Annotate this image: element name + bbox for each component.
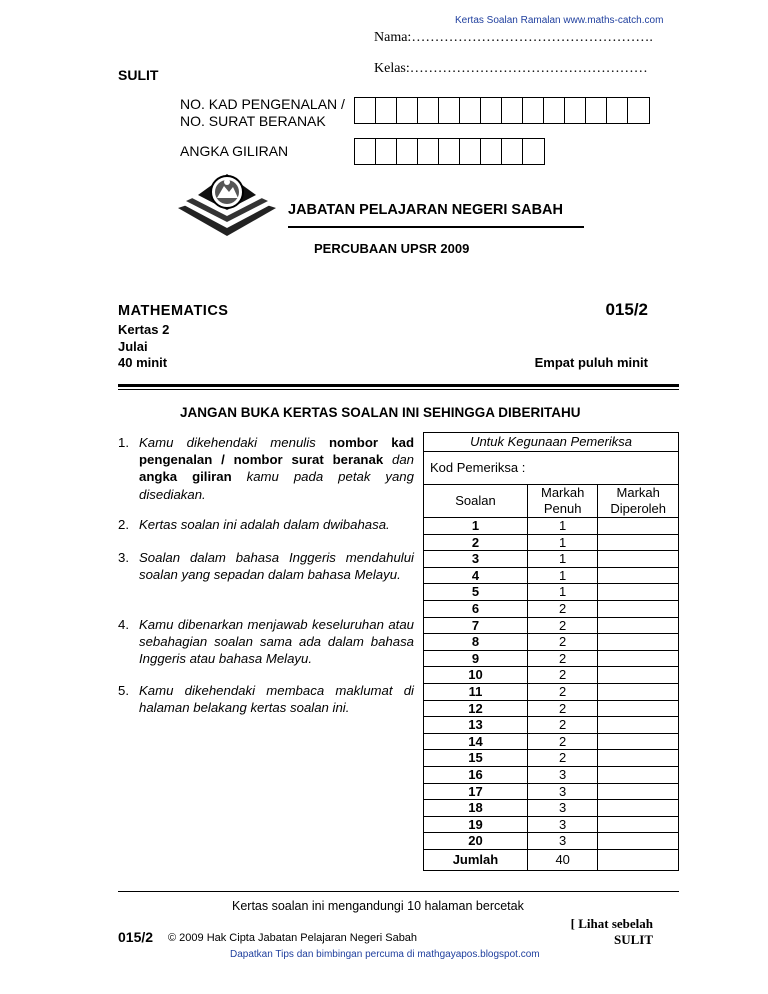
marks-obtained-cell[interactable] [598,700,679,717]
col-header-markah-penuh: Markah Penuh [527,485,598,518]
full-marks: 3 [527,800,598,817]
question-number: 19 [424,816,528,833]
table-row [424,600,679,617]
question-number: 4 [424,567,528,584]
marks-obtained-cell[interactable] [598,733,679,750]
ic-label: NO. KAD PENGENALAN / NO. SURAT BERANAK [180,96,345,129]
marks-obtained-cell[interactable] [598,750,679,767]
full-marks: 1 [527,567,598,584]
marks-obtained-cell[interactable] [598,717,679,734]
table-row [424,717,679,734]
question-number: 8 [424,634,528,651]
department-title: JABATAN PELAJARAN NEGERI SABAH [288,202,563,218]
table-row [424,584,679,601]
warning-text: JANGAN BUKA KERTAS SOALAN INI SEHINGGA DIBERITAHU [180,405,581,420]
table-row [424,683,679,700]
question-number: 13 [424,717,528,734]
question-number: 7 [424,617,528,634]
table-row [424,667,679,684]
question-number: 10 [424,667,528,684]
col-header-markah-diperoleh: Markah Diperoleh [598,485,679,518]
top-website-link[interactable]: Kertas Soalan Ramalan www.maths-catch.com [455,15,664,26]
promo-blog-link[interactable]: Dapatkan Tips dan bimbingan percuma di mathgayapos.blogspot.com [230,949,540,960]
table-row [424,567,679,584]
pages-note: Kertas soalan ini mengandungi 10 halaman bercetak [232,899,524,913]
full-marks: 2 [527,750,598,767]
marks-obtained-cell[interactable] [598,783,679,800]
instruction-item: 2. Kertas soalan ini adalah dalam dwibahasa. [118,517,390,532]
table-row [424,800,679,817]
marks-obtained-cell[interactable] [598,816,679,833]
exam-title: PERCUBAAN UPSR 2009 [314,241,470,256]
question-number: 11 [424,683,528,700]
marks-obtained-cell[interactable] [598,567,679,584]
full-marks: 2 [527,700,598,717]
marks-obtained-cell[interactable] [598,534,679,551]
footer-sulit: SULIT [613,932,653,947]
table-row [424,816,679,833]
marks-obtained-cell[interactable] [598,617,679,634]
full-marks: 2 [527,634,598,651]
duration-words: Empat puluh minit [534,355,648,370]
header-divider-thick [118,384,679,387]
question-number: 3 [424,551,528,568]
question-number: 20 [424,833,528,850]
question-number: 15 [424,750,528,767]
full-marks: 1 [527,551,598,568]
table-row [424,551,679,568]
question-number: 6 [424,600,528,617]
marks-obtained-cell[interactable] [598,634,679,651]
marks-obtained-cell[interactable] [598,667,679,684]
table-row [424,833,679,850]
marks-obtained-cell[interactable] [598,584,679,601]
full-marks: 2 [527,650,598,667]
header-divider-thin [118,389,679,390]
table-row [424,634,679,651]
marks-obtained-cell[interactable] [598,518,679,535]
question-number: 17 [424,783,528,800]
copyright-text: © 2009 Hak Cipta Jabatan Pelajaran Negeri Sabah [168,932,418,944]
marks-table-body [424,518,679,850]
marks-obtained-cell[interactable] [598,800,679,817]
marks-obtained-cell[interactable] [598,833,679,850]
footer-divider [118,891,679,892]
question-number: 18 [424,800,528,817]
question-number: 2 [424,534,528,551]
angka-giliran-label: ANGKA GILIRAN [180,143,289,159]
full-marks: 1 [527,534,598,551]
month-label: Julai [118,338,148,354]
examiner-use-title: Untuk Kegunaan Pemeriksa [424,433,679,452]
marks-obtained-cell[interactable] [598,766,679,783]
paper-code: 015/2 [605,300,648,319]
table-row [424,733,679,750]
full-marks: 2 [527,717,598,734]
question-number: 16 [424,766,528,783]
marks-obtained-cell[interactable] [598,551,679,568]
full-marks: 3 [527,783,598,800]
sulit-label: SULIT [118,67,159,83]
question-number: 1 [424,518,528,535]
duration-label: 40 minit [118,355,168,370]
marks-obtained-cell[interactable] [598,650,679,667]
full-marks: 3 [527,766,598,783]
jabatan-crest-logo [178,168,276,241]
subject-title: MATHEMATICS [118,303,229,319]
table-row [424,518,679,535]
full-marks: 3 [527,833,598,850]
total-label: Jumlah [424,849,528,870]
nama-field[interactable]: Nama:……………………………………………. [374,30,653,45]
instruction-item: 1. Kamu dikehendaki menulis nombor kad pengenalan / nombor surat beranak dan angka giliran kamu pada petak yang disediakan. [118,435,414,502]
full-marks: 2 [527,733,598,750]
ic-number-boxes[interactable] [354,97,650,124]
paper-details [118,322,169,372]
table-row [424,783,679,800]
department-underline [288,226,584,228]
col-header-soalan: Soalan [424,485,528,518]
full-marks: 2 [527,617,598,634]
full-marks: 2 [527,683,598,700]
examiner-code-field[interactable]: Kod Pemeriksa : [424,452,679,485]
total-full-marks: 40 [527,849,598,870]
table-row [424,650,679,667]
full-marks: 3 [527,816,598,833]
table-row [424,534,679,551]
question-number: 9 [424,650,528,667]
total-marks-obtained[interactable] [598,849,679,870]
table-row [424,700,679,717]
kertas-label: Kertas 2 [118,322,170,337]
footer-paper-code: 015/2 [118,929,154,945]
full-marks: 1 [527,518,598,535]
table-row [424,766,679,783]
instruction-item: 3. Soalan dalam bahasa Inggeris mendahului soalan yang sepadan dalam bahasa Melayu. [118,550,414,583]
full-marks: 2 [527,600,598,617]
marks-obtained-cell[interactable] [598,600,679,617]
angka-giliran-boxes[interactable] [354,138,545,165]
turn-over-note: [ Lihat sebelah [570,916,653,931]
full-marks: 2 [527,667,598,684]
full-marks: 1 [527,584,598,601]
question-number: 12 [424,700,528,717]
table-row [424,617,679,634]
kelas-field[interactable]: Kelas:…………………………………………… [374,61,648,76]
question-number: 5 [424,584,528,601]
marks-table [423,432,679,871]
instruction-item: 4. Kamu dibenarkan menjawab keseluruhan atau sebahagian soalan sama ada dalam bahasa Inggeris atau bahasa Melayu. [118,617,414,667]
question-number: 14 [424,733,528,750]
marks-obtained-cell[interactable] [598,683,679,700]
instruction-item: 5. Kamu dikehendaki membaca maklumat di halaman belakang kertas soalan ini. [118,683,414,716]
table-row [424,750,679,767]
